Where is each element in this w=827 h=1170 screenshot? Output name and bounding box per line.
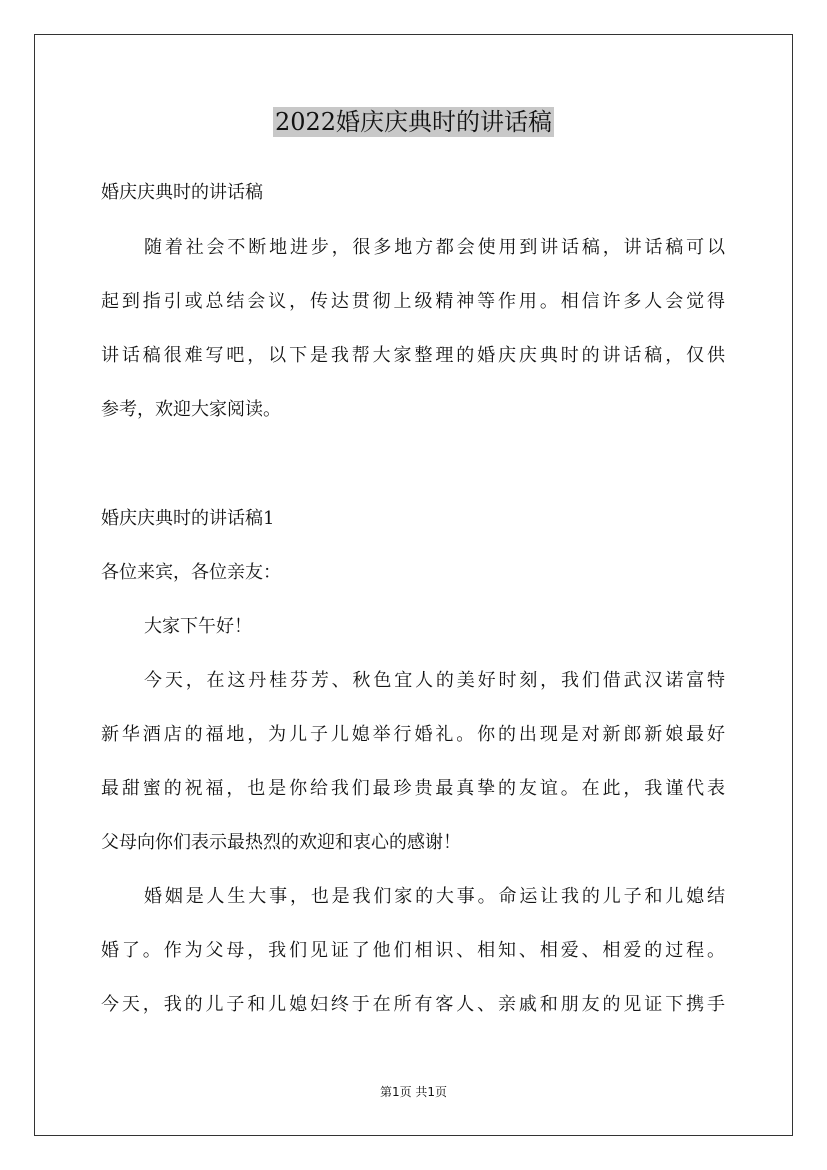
page-footer: 第1页 共1页 [379,1085,448,1099]
paragraph-line: 今天，我的儿子和儿媳妇终于在所有客人、亲戚和朋友的见证下携手 [101,994,725,1015]
speech-heading: 婚庆庆典时的讲话稿1 [101,508,275,529]
paragraph-line: 最甜蜜的祝福，也是你给我们最珍贵最真挚的友谊。在此，我谨代表 [101,778,725,799]
paragraph-line: 参考，欢迎大家阅读。 [101,399,281,420]
paragraph-line: 新华酒店的福地，为儿子儿媳举行婚礼。你的出现是对新郎新娘最好 [101,724,725,745]
salutation: 各位来宾，各位亲友： [101,562,281,583]
paragraph-line: 婚姻是人生大事，也是我们家的大事。命运让我的儿子和儿媳结 [144,886,725,907]
paragraph-line: 今天，在这丹桂芬芳、秋色宜人的美好时刻，我们借武汉诺富特 [144,670,725,691]
paragraph-line: 随着社会不断地进步，很多地方都会使用到讲话稿，讲话稿可以 [144,237,725,258]
paragraph-line: 讲话稿很难写吧，以下是我帮大家整理的婚庆庆典时的讲话稿，仅供 [101,345,725,366]
greeting: 大家下午好！ [144,616,252,637]
document-title-text: 2022婚庆庆典时的讲话稿 [274,108,553,136]
paragraph-line: 婚了。作为父母，我们见证了他们相识、相知、相爱、相爱的过程。 [101,940,725,961]
paragraph-line: 父母向你们表示最热烈的欢迎和衷心的感谢！ [101,832,461,853]
paragraph-line: 起到指引或总结会议，传达贯彻上级精神等作用。相信许多人会觉得 [101,291,725,312]
document-title [0,103,827,141]
section-heading: 婚庆庆典时的讲话稿 [101,182,263,203]
